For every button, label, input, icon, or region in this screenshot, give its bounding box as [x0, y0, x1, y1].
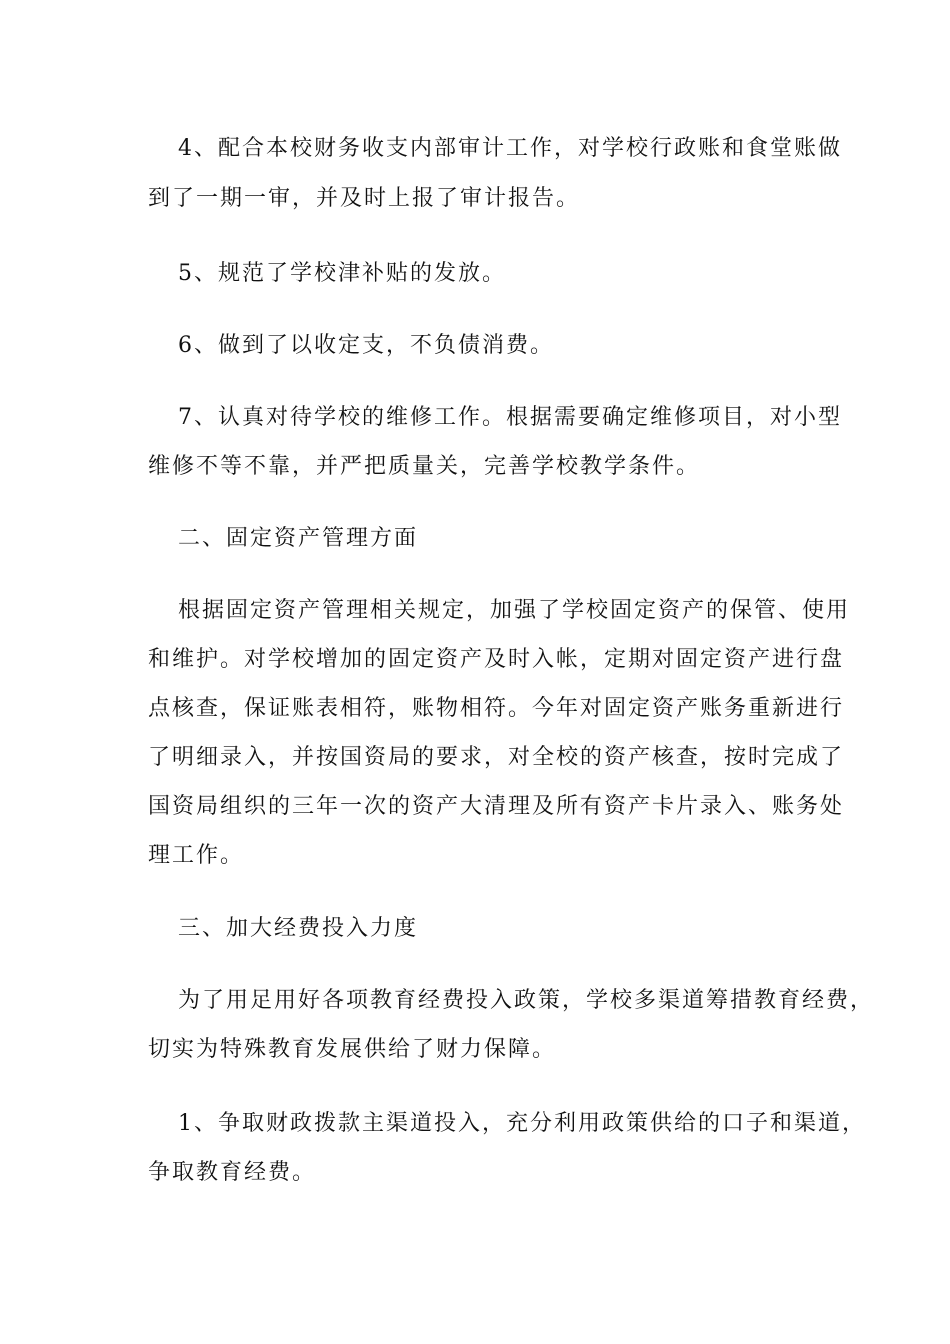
text-line: 了明细录入，并按国资局的要求，对全校的资产核查，按时完成了: [148, 745, 845, 770]
text-line: 争取教育经费。: [148, 1160, 317, 1185]
section-heading: 三、加大经费投入力度: [178, 916, 419, 941]
text-line: 5、规范了学校津补贴的发放。: [178, 261, 506, 286]
text-line: 理工作。: [148, 843, 245, 868]
text-line: 维修不等不靠，并严把质量关，完善学校教学条件。: [148, 454, 701, 479]
text-line: 切实为特殊教育发展供给了财力保障。: [148, 1037, 557, 1062]
text-line: 点核查，保证账表相符，账物相符。今年对固定资产账务重新进行: [148, 696, 845, 721]
text-line: 6、做到了以收定支，不负债消费。: [178, 333, 554, 358]
section-heading: 二、固定资产管理方面: [178, 526, 419, 551]
text-line: 和维护。对学校增加的固定资产及时入帐，定期对固定资产进行盘: [148, 647, 845, 672]
text-line: 到了一期一审，并及时上报了审计报告。: [148, 186, 581, 211]
text-line: 国资局组织的三年一次的资产大清理及所有资产卡片录入、账务处: [148, 794, 845, 819]
text-line: 1、争取财政拨款主渠道投入，充分利用政策供给的口子和渠道，: [178, 1111, 866, 1136]
text-line: 7、认真对待学校的维修工作。根据需要确定维修项目，对小型: [178, 405, 842, 430]
text-line: 根据固定资产管理相关规定，加强了学校固定资产的保管、使用: [178, 598, 851, 623]
text-line: 为了用足用好各项教育经费投入政策，学校多渠道筹措教育经费，: [178, 988, 875, 1013]
text-line: 4、配合本校财务收支内部审计工作，对学校行政账和食堂账做: [178, 136, 842, 161]
